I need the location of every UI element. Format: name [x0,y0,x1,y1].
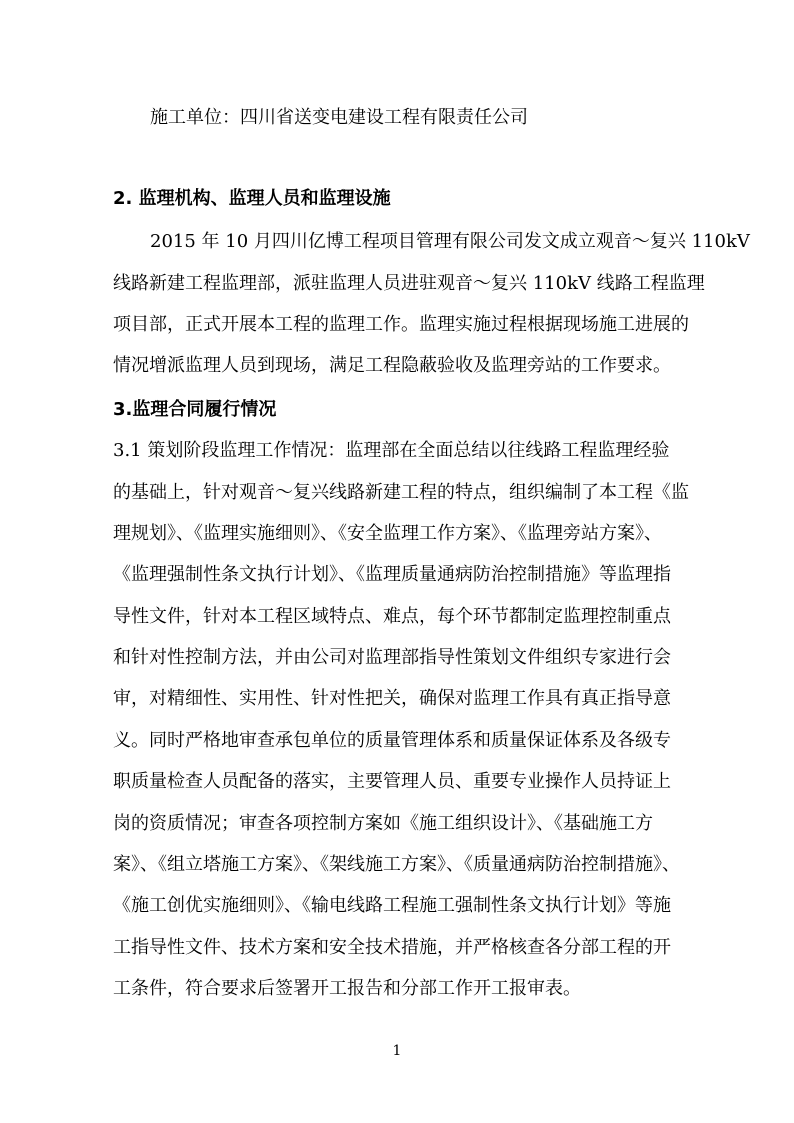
section-2-line-2: 线路新建工程监理部，派驻监理人员进驻观音～复兴 110kV 线路工程监理 [113,273,705,294]
section-3-line-4: 《监理强制性条文执行计划》、《监理质量通病防治控制措施》等监理指 [113,564,671,585]
section-3-line-9: 职质量检查人员配备的落实，主要管理人员、重要专业操作人员持证上 [113,771,671,792]
section-3-line-5: 导性文件，针对本工程区域特点、难点，每个环节都制定监理控制重点 [113,606,671,627]
section-3-line-1: 3.1 策划阶段监理工作情况：监理部在全面总结以往线路工程监理经验 [113,440,670,461]
section-2-line-1: 2015 年 10 月四川亿博工程项目管理有限公司发文成立观音～复兴 110kV [150,231,750,252]
section-3-line-2: 的基础上，针对观音～复兴线路新建工程的特点，组织编制了本工程《监 [113,482,689,503]
section-2-line-3: 项目部，正式开展本工程的监理工作。监理实施过程根据现场施工进展的 [113,314,689,335]
section-3-line-14: 工条件，符合要求后签署开工报告和分部工作开工报审表。 [113,978,581,999]
section-3-heading: 3.监理合同履行情况 [113,399,277,420]
section-2-heading: 2. 监理机构、监理人员和监理设施 [113,188,391,209]
section-3-line-13: 工指导性文件、技术方案和安全技术措施，并严格核查各分部工程的开 [113,937,671,958]
section-3-line-3: 理规划》、《监理实施细则》、《安全监理工作方案》、《监理旁站方案》、 [113,523,662,544]
section-3-line-12: 《施工创优实施细则》、《输电线路工程施工强制性条文执行计划》等施 [113,895,671,916]
construction-unit-line: 施工单位：四川省送变电建设工程有限责任公司 [150,107,528,128]
section-3-line-8: 义。同时严格地审查承包单位的质量管理体系和质量保证体系及各级专 [113,730,671,751]
section-2-line-4: 情况增派监理人员到现场，满足工程隐蔽验收及监理旁站的工作要求。 [113,355,671,376]
section-3-line-7: 审，对精细性、实用性、针对性把关，确保对监理工作具有真正指导意 [113,688,671,709]
section-3-line-11: 案》、《组立塔施工方案》、《架线施工方案》、《质量通病防治控制措施》、 [113,854,680,875]
page-number: 1 [392,1043,402,1059]
section-3-line-10: 岗的资质情况；审查各项控制方案如《施工组织设计》、《基础施工方 [113,813,653,834]
section-3-line-6: 和针对性控制方法，并由公司对监理部指导性策划文件组织专家进行会 [113,647,671,668]
